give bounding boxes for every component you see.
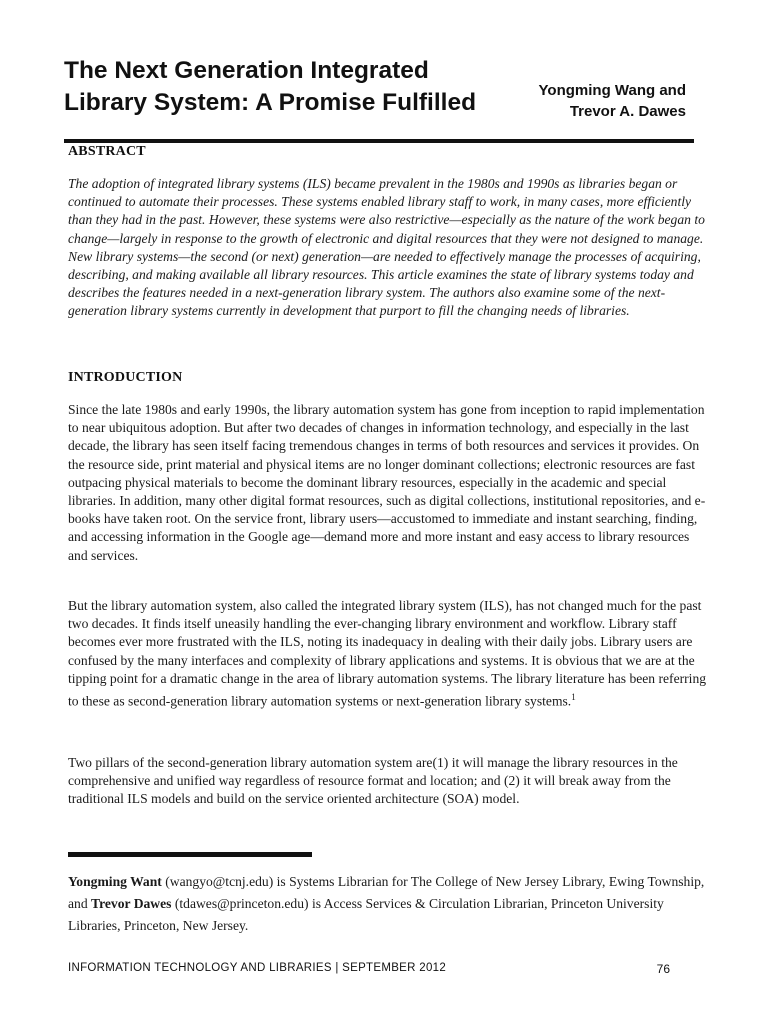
author-line-1: Yongming Wang and	[538, 82, 686, 99]
footnote-author-1-desc: is Systems Librarian for The College of New Jersey Library, Ewing Township, and	[68, 874, 705, 911]
introduction-heading: INTRODUCTION	[68, 370, 183, 385]
footnote-divider	[68, 852, 312, 857]
footnote-author-2-email: (tdawes@princeton.edu)	[174, 896, 309, 911]
article-title	[64, 55, 484, 119]
author-line-2: Trevor A. Dawes	[569, 103, 686, 120]
page-number: 76	[656, 962, 670, 976]
title-divider	[64, 139, 694, 143]
abstract-heading: ABSTRACT	[68, 144, 146, 159]
footnote-author-1-name: Yongming Want	[68, 874, 162, 889]
author-byline	[539, 80, 686, 122]
footnote-author-1-email: (wangyo@tcnj.edu)	[165, 874, 274, 889]
footnote-author-2-name: Trevor Dawes	[91, 896, 172, 911]
journal-footer: INFORMATION TECHNOLOGY AND LIBRARIES | SEPTEMBER 2012	[68, 962, 447, 974]
title-line-2: Library System: A Promise Fulfilled	[64, 89, 477, 116]
intro-paragraph-2	[68, 597, 708, 711]
intro-paragraph-1: Since the late 1980s and early 1990s, the library automation system has gone from inception to rapid implementation to near ubiquitous adoption. But after two decades of changes in information technology, and especially in the last decade, the library has seen itself facing tremendous changes in terms of both resources and services it provides. On the resource side, print material and physical items are no longer dominant collections; electronic resources are fast outpacing physical materials to become the dominant library resources, especially in the academic and special libraries. In addition, many other digital format resources, such as digital collections, institutional repositories, and e-books have taken root. On the service front, library users—accustomed to immediate and instant searching, finding, and accessing information in the Google age—demand more and more instant and easy access to library resources and services.	[68, 402, 706, 563]
intro-paragraph-2-text: But the library automation system, also called the integrated library system (ILS), has not changed much for the past two decades. It finds itself uneasily handling the ever-changing library environment and workflow. Library staff becomes ever more frustrated with the ILS, noting its inadequacy in dealing with their daily jobs. Library users are confused by the many interfaces and complexity of library applications and systems. It is obvious that we are at the tipping point for a dramatic change in the area of library automation systems. The library literature has been referring to these as second-generation library automation systems or next-generation library systems.	[68, 598, 707, 709]
abstract-text: The adoption of integrated library systems (ILS) became prevalent in the 1980s and 1990s as libraries began or continued to automate their processes. These systems enabled library staff to work, in many cases, more efficiently than they had in the past. However, these systems were also restrictive—especially as the nature of the work began to change—largely in response to the growth of electronic and digital resources that they were not designed to manage. New library systems—the second (or next) generation—are needed to effectively manage the processes of acquiring, describing, and making available all library resources. This article examines the state of library systems today and describes the features needed in a next-generation library system. The authors also examine some of the next-generation library systems currently in development that purport to fill the changing needs of libraries.	[68, 176, 705, 319]
footnote-reference: 1	[571, 692, 576, 703]
intro-paragraph-3: Two pillars of the second-generation library automation system are(1) it will manage the library resources in the comprehensive and unified way regardless of resource format and location; and (2) it will break away from the traditional ILS models and build on the service oriented architecture (SOA) model.	[68, 755, 678, 807]
title-line-1: The Next Generation Integrated	[64, 57, 429, 84]
author-footnote	[68, 871, 708, 937]
footnote-author-2-desc: is Access Services & Circulation Librarian, Princeton University Libraries, Princeton, New Jersey.	[68, 896, 664, 933]
